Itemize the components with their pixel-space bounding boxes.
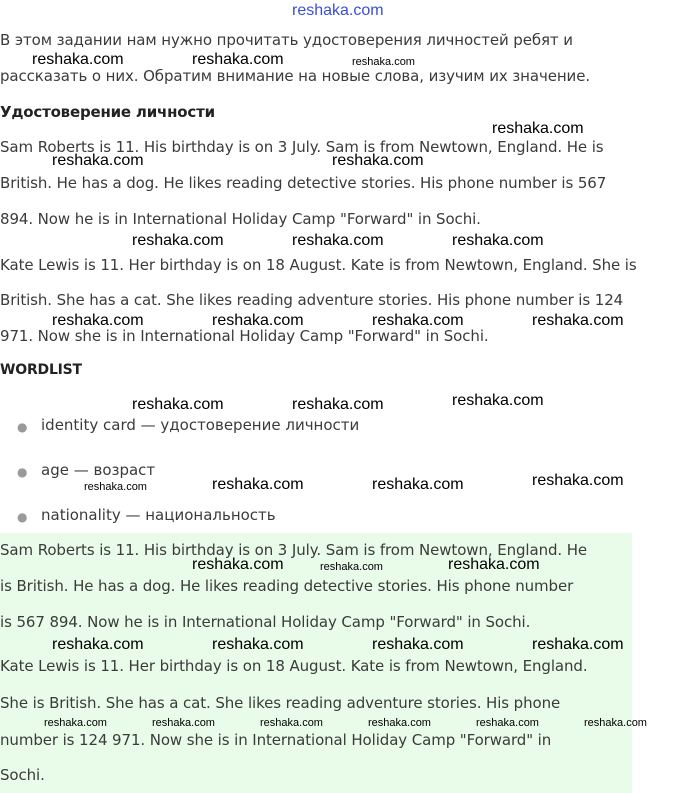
watermark: reshaka.com	[152, 717, 215, 729]
watermark: reshaka.com	[212, 636, 304, 653]
watermark: reshaka.com	[352, 56, 415, 68]
watermark: reshaka.com	[52, 636, 144, 653]
watermark: reshaka.com	[260, 717, 323, 729]
story-line-3: 894. Now he is in International Holiday Camp "Forward" in Sochi.	[0, 210, 481, 228]
story-line-4: Kate Lewis is 11. Her birthday is on 18 August. Kate is from Newtown, England. She is	[0, 256, 637, 274]
watermark: reshaka.com	[368, 717, 431, 729]
watermark: reshaka.com	[192, 556, 284, 573]
watermark: reshaka.com	[132, 232, 224, 249]
watermark: reshaka.com	[292, 232, 384, 249]
watermark: reshaka.com	[372, 636, 464, 653]
answer-line-5: She is British. She has a cat. She likes reading adventure stories. His phone	[0, 694, 561, 712]
watermark: reshaka.com	[372, 476, 464, 493]
wordlist-item-2: age — возраст	[41, 461, 156, 479]
watermark: reshaka.com	[212, 312, 304, 329]
answer-line-4: Kate Lewis is 11. Her birthday is on 18 August. Kate is from Newtown, England.	[0, 657, 588, 675]
intro-line-1: В этом задании нам нужно прочитать удостоверения личностей ребят и	[0, 31, 573, 49]
story-line-2: British. He has a dog. He likes reading detective stories. His phone number is 567	[0, 174, 607, 192]
watermark: reshaka.com	[448, 556, 540, 573]
watermark: reshaka.com	[212, 476, 304, 493]
watermark: reshaka.com	[584, 717, 647, 729]
watermark: reshaka.com	[532, 472, 624, 489]
wordlist-item-1: identity card — удостоверение личности	[41, 416, 360, 434]
answer-line-3: is 567 894. Now he is in International Holiday Camp "Forward" in Sochi.	[0, 613, 531, 631]
watermark: reshaka.com	[532, 312, 624, 329]
section-title: Удостоверение личности	[0, 103, 215, 121]
bullet-icon: ●	[17, 465, 28, 479]
watermark: reshaka.com	[532, 636, 624, 653]
watermark: reshaka.com	[52, 152, 144, 169]
watermark: reshaka.com	[320, 561, 383, 573]
watermark: reshaka.com	[492, 120, 584, 137]
intro-line-2: рассказать о них. Обратим внимание на новые слова, изучим их значение.	[0, 67, 591, 85]
wordlist-item-3: nationality — национальность	[41, 506, 276, 524]
watermark: reshaka.com	[192, 51, 284, 68]
watermark: reshaka.com	[476, 717, 539, 729]
site-link[interactable]: reshaka.com	[292, 2, 384, 19]
watermark: reshaka.com	[292, 396, 384, 413]
watermark: reshaka.com	[44, 717, 107, 729]
answer-line-1: Sam Roberts is 11. His birthday is on 3 July. Sam is from Newtown, England. He	[0, 541, 588, 559]
story-line-6: 971. Now she is in International Holiday Camp "Forward" in Sochi.	[0, 327, 489, 345]
answer-line-7: Sochi.	[0, 766, 45, 784]
watermark: reshaka.com	[372, 312, 464, 329]
answer-line-2: is British. He has a dog. He likes reading detective stories. His phone number	[0, 577, 574, 595]
watermark: reshaka.com	[332, 152, 424, 169]
watermark: reshaka.com	[52, 312, 144, 329]
bullet-icon: ●	[17, 420, 28, 434]
story-line-5: British. She has a cat. She likes reading adventure stories. His phone number is 124	[0, 291, 624, 309]
watermark: reshaka.com	[132, 396, 224, 413]
answer-line-6: number is 124 971. Now she is in International Holiday Camp "Forward" in	[0, 731, 552, 749]
story-line-1: Sam Roberts is 11. His birthday is on 3 July. Sam is from Newtown, England. He is	[0, 138, 604, 156]
watermark: reshaka.com	[452, 232, 544, 249]
watermark: reshaka.com	[84, 481, 147, 493]
bullet-icon: ●	[17, 510, 28, 524]
watermark: reshaka.com	[32, 51, 124, 68]
watermark: reshaka.com	[452, 392, 544, 409]
wordlist-title: WORDLIST	[0, 362, 82, 378]
